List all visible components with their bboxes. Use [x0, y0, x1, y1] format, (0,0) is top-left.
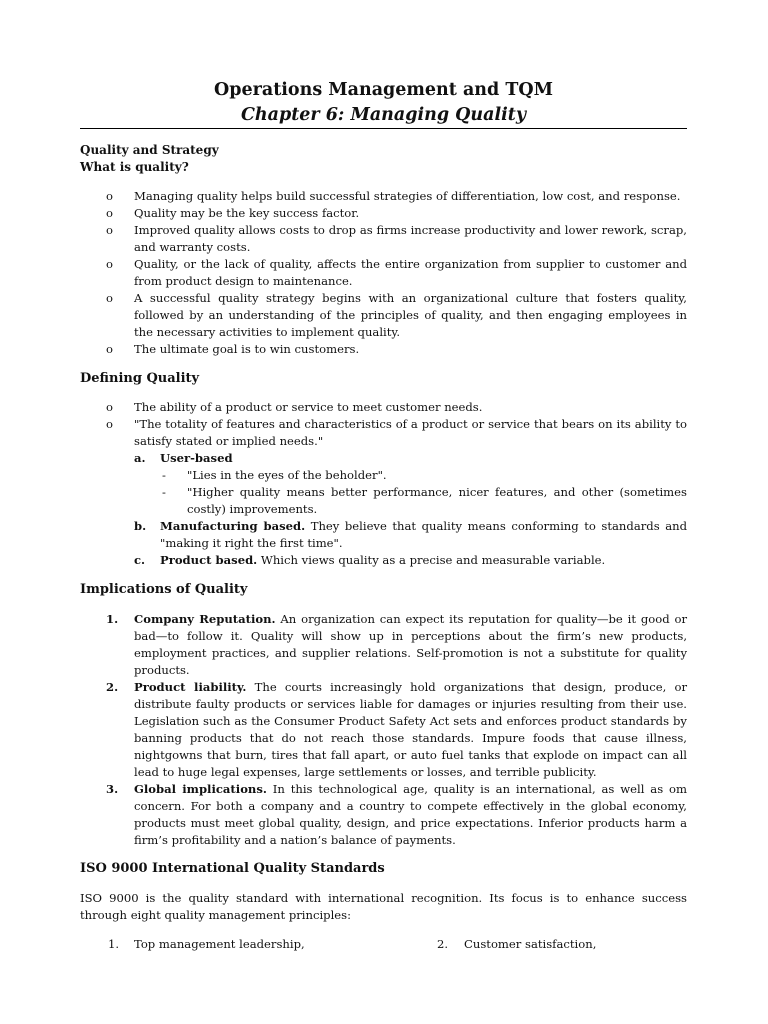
list-item: o Managing quality helps build successful strategies of differentiation, low cost, and response. [106, 189, 681, 203]
definition-sublist [80, 450, 687, 467]
section-iso-9000 [80, 860, 687, 954]
definition-sublist-bc [80, 518, 687, 569]
section-implications [80, 581, 687, 849]
list-item: o The ability of a product or service to meet customer needs. [106, 400, 483, 414]
bullet-marker: o [106, 257, 113, 271]
bullet-marker: o [106, 342, 113, 356]
bullet-marker: o [106, 189, 113, 203]
title-divider [80, 128, 687, 129]
list-item: o Improved quality allows costs to drop as firms increase productivity and lower rework, scrap, and warranty costs. [106, 223, 687, 254]
list-item: 1. Company Reputation. An organization can expect its reputation for quality—be it good or bad—to follow it. Quality will show up in perceptions about the firm’s new products, employment practices, and supplier relations. Self-promotion is not a substitute for quality products. [106, 612, 687, 677]
list-item: o A successful quality strategy begins with an organizational culture that fosters quality, followed by an understanding of the principles of quality, and then engaging employees in the necessary activities to implement quality. [106, 291, 687, 339]
heading-iso-9000: ISO 9000 International Quality Standards [80, 861, 385, 876]
user-based-label: User-based [160, 451, 233, 465]
list-item: o The ultimate goal is to win customers. [106, 342, 360, 356]
heading-defining-quality: Defining Quality [80, 371, 200, 386]
list-item: c. Product based. Which views quality as a precise and measurable variable. [134, 553, 606, 567]
quality-bullet-list [80, 188, 687, 358]
document-title: Operations Management and TQM [214, 80, 553, 100]
list-item: b. Manufacturing based. They believe that quality means conforming to standards and "making it right the first time". [134, 519, 687, 550]
user-based-dash-list [80, 467, 687, 518]
bullet-marker: o [106, 206, 113, 220]
list-item: o "The totality of features and characteristics of a product or service that bears on its ability to satisfy stated or implied needs." [106, 417, 687, 448]
bullet-marker: o [106, 400, 113, 414]
list-item: o Quality, or the lack of quality, affects the entire organization from supplier to customer and from product design to maintenance. [106, 257, 687, 288]
heading-implications: Implications of Quality [80, 582, 248, 597]
list-item: a. User-based [134, 451, 233, 465]
chapter-title: Chapter 6: Managing Quality [240, 105, 527, 125]
principles-row: 1. Top management leadership, 2. Customer satisfaction, [108, 937, 597, 951]
principle-item: Customer satisfaction, [464, 937, 597, 951]
list-item: - "Lies in the eyes of the beholder". [162, 468, 387, 482]
section-defining-quality [80, 370, 687, 569]
document-page [80, 0, 687, 954]
list-item: 3. Global implications. In this technological age, quality is an international, as well as om concern. For both a company and a country to compete effectively in the global economy, products must meet global quality, design, and price expectations. Inferior products harm a firm’s profitability and a nation’s balance of payments. [106, 782, 688, 847]
list-item: - "Higher quality means better performance, nicer features, and other (sometimes costly) improvements. [162, 485, 687, 516]
bullet-marker: o [106, 223, 113, 237]
iso-paragraph: ISO 9000 is the quality standard with international recognition. Its focus is to enhance success through eight quality management principles: [80, 891, 687, 922]
principle-item: Top management leadership, [134, 937, 305, 951]
bullet-marker: o [106, 417, 113, 431]
heading-what-is-quality: What is quality? [80, 160, 189, 174]
bullet-marker: o [106, 291, 113, 305]
implications-list [80, 611, 687, 849]
list-item: o Quality may be the key success factor. [106, 206, 360, 220]
defining-bullet-list [80, 399, 687, 450]
section-quality-strategy [80, 142, 687, 358]
heading-quality-strategy: Quality and Strategy [80, 143, 219, 157]
list-item: 2. Product liability. The courts increasingly hold organizations that design, produce, or distribute faulty products or services liable for damages or injuries resulting from their use. Legislation such as the Consumer Product Safety Act sets and enforces product standards by banning products that do not reach those standards. Impure foods that cause illness, nightgowns that burn, tires that fall apart, or auto fuel tanks that explode on impact can all lead to huge legal expenses, large settlements or losses, and terrible publicity. [106, 680, 688, 779]
